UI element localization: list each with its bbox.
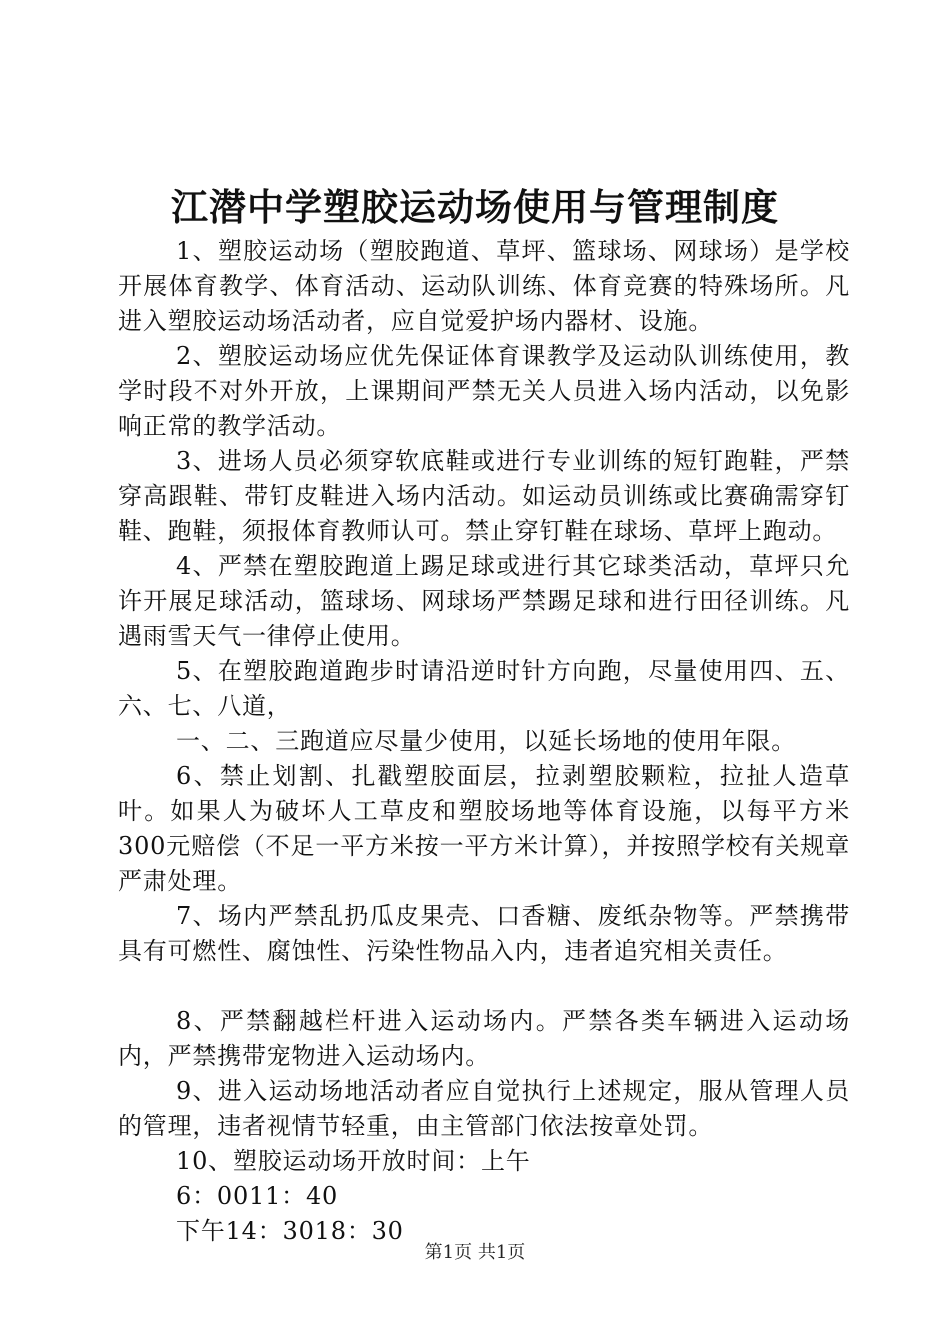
paragraph-rule-6: 6、禁止划割、扎戳塑胶面层，拉剥塑胶颗粒，拉扯人造草叶。如果人为破坏人工草皮和塑胶场地等体育设施，以每平方米300元赔偿（不足一平方米按一平方米计算），并按照学校有关规章严肃处理。 — [118, 762, 850, 895]
opening-hours-afternoon: 下午14：3018：30 — [176, 1217, 404, 1245]
blank-line — [118, 969, 850, 1004]
paragraph-rule-5-continued: 一、二、三跑道应尽量少使用，以延长场地的使用年限。 — [176, 727, 796, 755]
document-title: 江潜中学塑胶运动场使用与管理制度 — [171, 186, 779, 229]
opening-hours-morning: 6：0011：40 — [176, 1182, 339, 1210]
paragraph-rule-5: 5、在塑胶跑道跑步时请沿逆时针方向跑，尽量使用四、五、六、七、八道， — [118, 657, 850, 720]
paragraph-rule-10: 10、塑胶运动场开放时间：上午 — [176, 1147, 531, 1175]
paragraph-rule-9: 9、进入运动场地活动者应自觉执行上述规定，服从管理人员的管理，违者视情节轻重，由主管部门依法按章处罚。 — [118, 1077, 850, 1140]
paragraph-rule-8: 8、严禁翻越栏杆进入运动场内。严禁各类车辆进入运动场内，严禁携带宠物进入运动场内。 — [118, 1007, 850, 1070]
page-number-footer: 第1页 共1页 — [424, 1242, 526, 1263]
paragraph-rule-7: 7、场内严禁乱扔瓜皮果壳、口香糖、废纸杂物等。严禁携带具有可燃性、腐蚀性、污染性物品入内，违者追究相关责任。 — [118, 902, 850, 965]
paragraph-rule-1: 1、塑胶运动场（塑胶跑道、草坪、篮球场、网球场）是学校开展体育教学、体育活动、运动队训练、体育竞赛的特殊场所。凡进入塑胶运动场活动者，应自觉爱护场内器材、设施。 — [118, 237, 850, 335]
paragraph-rule-2: 2、塑胶运动场应优先保证体育课教学及运动队训练使用，教学时段不对外开放，上课期间严禁无关人员进入场内活动，以免影响正常的教学活动。 — [118, 342, 850, 440]
paragraph-rule-4: 4、严禁在塑胶跑道上踢足球或进行其它球类活动，草坪只允许开展足球活动，篮球场、网球场严禁踢足球和进行田径训练。凡遇雨雪天气一律停止使用。 — [118, 552, 850, 650]
document-body — [118, 234, 850, 1249]
paragraph-rule-3: 3、进场人员必须穿软底鞋或进行专业训练的短钉跑鞋，严禁穿高跟鞋、带钉皮鞋进入场内活动。如运动员训练或比赛确需穿钉鞋、跑鞋，须报体育教师认可。禁止穿钉鞋在球场、草坪上跑动。 — [118, 447, 850, 545]
